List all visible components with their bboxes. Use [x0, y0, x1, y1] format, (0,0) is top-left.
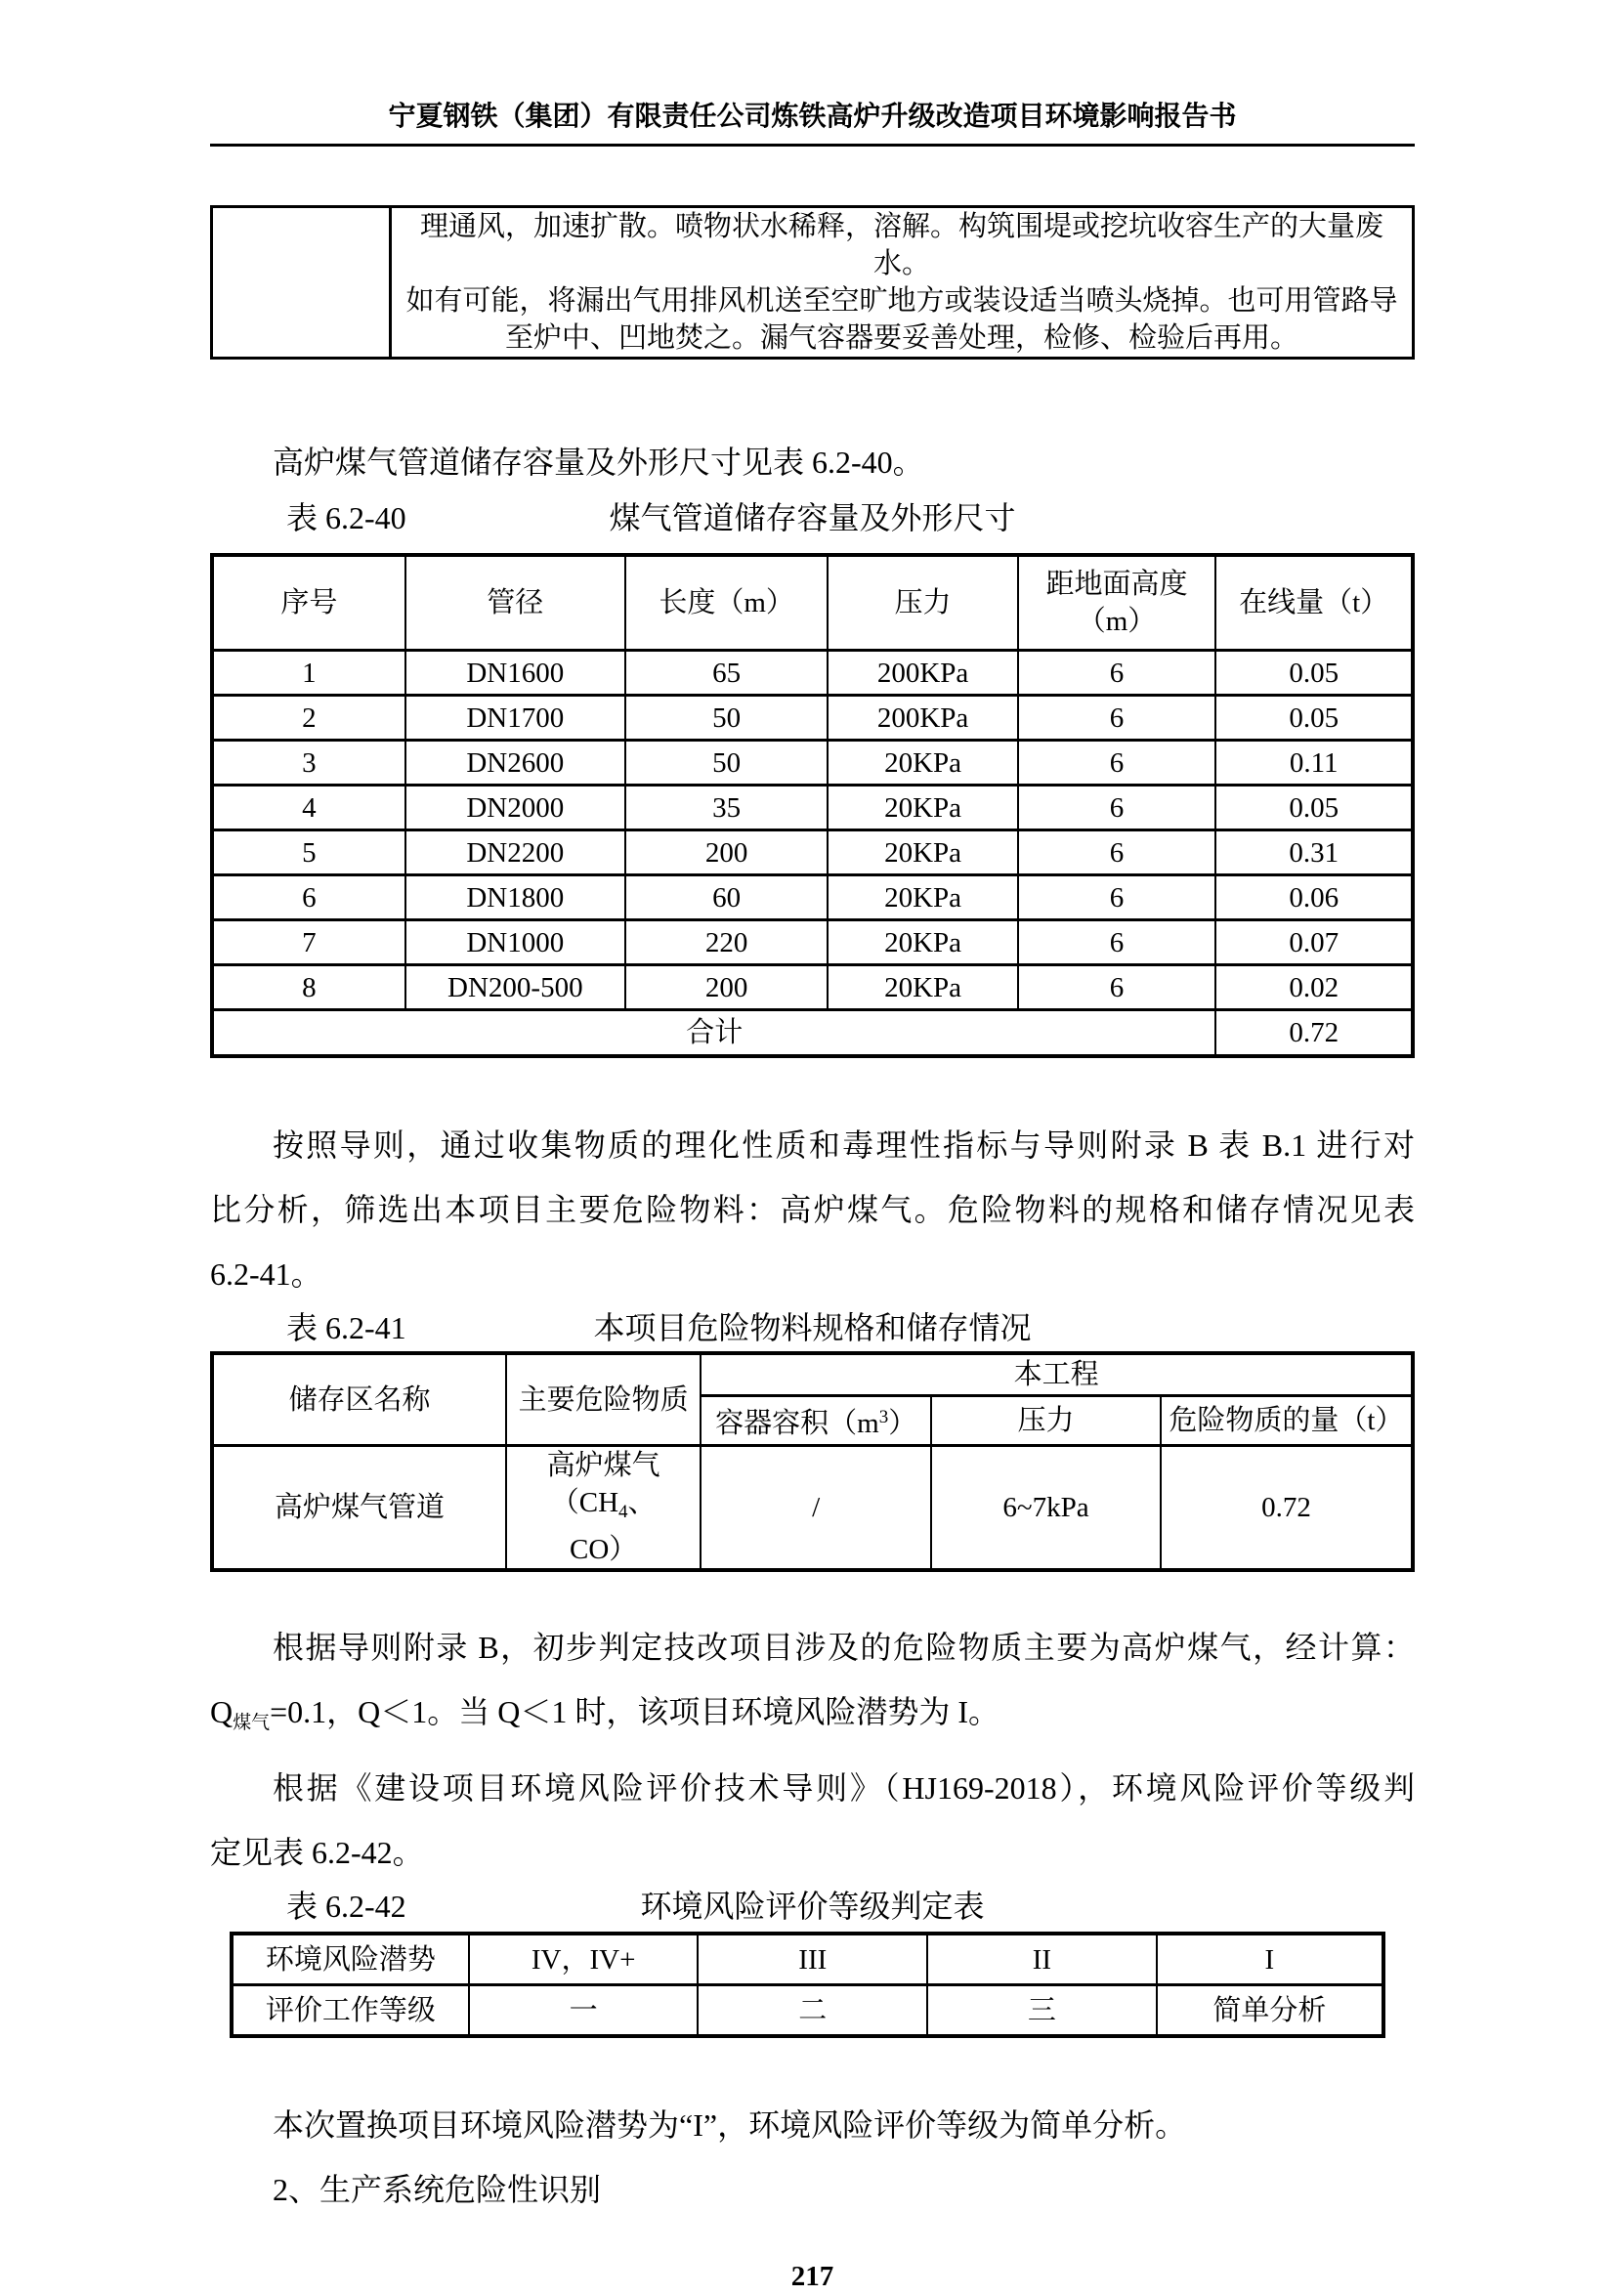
- text-line: 定见表 6.2-42。: [210, 1835, 424, 1870]
- table-total-row: [212, 1010, 1413, 1057]
- cell: 0.05: [1215, 786, 1413, 830]
- text-line: 如有可能，将漏出气用排风机送至空旷地方或装设适当喷头烧掉。也可用管路导: [405, 285, 1398, 317]
- table41-caption-title: 本项目危险物料规格和储存情况: [593, 1310, 1032, 1345]
- header-cell: 管径: [405, 555, 625, 651]
- table-header-row: [212, 1353, 1413, 1396]
- cell: DN1600: [405, 651, 625, 696]
- header-cell-substance: 主要危险物质: [506, 1353, 701, 1446]
- table-row: [232, 1934, 1383, 1985]
- cell: 一: [469, 1985, 699, 2037]
- cell: 0.06: [1215, 875, 1413, 920]
- cell: 20KPa: [828, 741, 1017, 786]
- cell: 200: [625, 965, 829, 1010]
- cell: 220: [625, 920, 829, 965]
- paragraph-conclusion: 本次置换项目环境风险潜势为“I”，环境风险评价等级为简单分析。: [273, 2107, 1187, 2143]
- cell: 0.07: [1215, 920, 1413, 965]
- cell-risk-potential-label: 环境风险潜势: [232, 1934, 469, 1985]
- page-number: 217: [790, 2261, 834, 2292]
- continuation-table: [210, 205, 1415, 360]
- header-cell-volume: [701, 1396, 931, 1446]
- document-header-title: 宁夏钢铁（集团）有限责任公司炼铁高炉升级改造项目环境影响报告书: [388, 102, 1237, 132]
- cell-amount: 0.72: [1161, 1446, 1413, 1571]
- text-line: 理通风，加速扩散。喷物状水稀释，溶解。构筑围堤或挖坑收容生产的大量废水。: [419, 211, 1383, 279]
- cell: DN1000: [405, 920, 625, 965]
- text-line: 根据《建设项目环境风险评价技术导则》（HJ169-2018），环境风险评价等级判: [273, 1770, 1415, 1806]
- cell: I: [1157, 1934, 1383, 1985]
- table42-caption: [210, 1885, 1415, 1928]
- cell: DN1700: [405, 696, 625, 741]
- table-row: [212, 786, 1413, 830]
- header-cell-pressure: 压力: [931, 1396, 1161, 1446]
- cell: 7: [212, 920, 405, 965]
- total-value-cell: 0.72: [1215, 1010, 1413, 1057]
- cell: DN2200: [405, 830, 625, 875]
- table-header-row: [212, 555, 1413, 651]
- table-row: [212, 1446, 1413, 1571]
- continuation-text-cell: [391, 207, 1414, 359]
- q-rest: =0.1，Q＜1。当 Q＜1 时，该项目环境风险潜势为 I。: [270, 1694, 1000, 1729]
- risk-level-table: [230, 1932, 1385, 2038]
- cell-work-level-label: 评价工作等级: [232, 1985, 469, 2037]
- table41-caption: [210, 1306, 1415, 1349]
- gas-pipeline-table: [210, 553, 1415, 1058]
- table-row: [212, 651, 1413, 696]
- cell: 6: [1018, 875, 1216, 920]
- paragraph-appendix-b: [210, 1615, 1415, 1885]
- header-cell: 压力: [828, 555, 1017, 651]
- cell: 3: [212, 741, 405, 786]
- continuation-row-label-cell: [212, 207, 391, 359]
- cell-storage-area: 高炉煤气管道: [212, 1446, 506, 1571]
- table-row: [212, 696, 1413, 741]
- cell: 6: [1018, 696, 1216, 741]
- table42-caption-title: 环境风险评价等级判定表: [640, 1889, 985, 1924]
- cell-pressure: 6~7kPa: [931, 1446, 1161, 1571]
- superscript: 3: [878, 1407, 889, 1427]
- cell: IV，IV+: [469, 1934, 699, 1985]
- cell: III: [698, 1934, 927, 1985]
- table-row: [212, 741, 1413, 786]
- heading-item-2: 2、生产系统危险性识别: [273, 2172, 602, 2207]
- paragraph-intro-table40: 高炉煤气管道储存容量及外形尺寸见表 6.2-40。: [273, 445, 924, 480]
- text-part: 、: [627, 1487, 657, 1518]
- cell: 0.02: [1215, 965, 1413, 1010]
- total-label-cell: 合计: [212, 1010, 1215, 1057]
- cell-volume: /: [701, 1446, 931, 1571]
- cell: 0.31: [1215, 830, 1413, 875]
- header-cell: 长度（m）: [625, 555, 829, 651]
- cell: 20KPa: [828, 830, 1017, 875]
- cell: 20KPa: [828, 875, 1017, 920]
- cell: 6: [1018, 741, 1216, 786]
- cell: 0.11: [1215, 741, 1413, 786]
- cell: 1: [212, 651, 405, 696]
- text-part: ）: [888, 1408, 917, 1439]
- header-cell: 距地面高度（m）: [1018, 555, 1216, 651]
- table-row: [212, 875, 1413, 920]
- table40-caption-label: 表 6.2-40: [286, 500, 406, 535]
- cell: 20KPa: [828, 786, 1017, 830]
- cell: 0.05: [1215, 651, 1413, 696]
- cell: 50: [625, 696, 829, 741]
- table42-caption-label: 表 6.2-42: [286, 1889, 406, 1924]
- cell: 5: [212, 830, 405, 875]
- header-cell-amount: 危险物质的量（t）: [1161, 1396, 1413, 1446]
- table40-caption-title: 煤气管道储存容量及外形尺寸: [609, 500, 1016, 535]
- cell: 6: [1018, 830, 1216, 875]
- text-part: 高炉煤气（CH: [546, 1450, 660, 1518]
- table-row: [212, 207, 1414, 359]
- cell: DN2000: [405, 786, 625, 830]
- cell: 三: [927, 1985, 1157, 2037]
- text-line: 至炉中、凹地焚之。漏气容器要妥善处理，检修、检验后再用。: [504, 322, 1298, 354]
- cell: 0.05: [1215, 696, 1413, 741]
- cell: 6: [212, 875, 405, 920]
- cell: 6: [1018, 920, 1216, 965]
- cell: 200KPa: [828, 651, 1017, 696]
- cell: 8: [212, 965, 405, 1010]
- header-cell-project-group: 本工程: [701, 1353, 1413, 1396]
- table41-caption-label: 表 6.2-41: [286, 1310, 406, 1345]
- table40-caption: [210, 498, 1415, 537]
- cell-substance: [506, 1446, 701, 1571]
- cell: 4: [212, 786, 405, 830]
- table-row: [232, 1985, 1383, 2037]
- text-part: CO）: [569, 1534, 638, 1565]
- cell: II: [927, 1934, 1157, 1985]
- cell: DN2600: [405, 741, 625, 786]
- cell: 200: [625, 830, 829, 875]
- cell: 200KPa: [828, 696, 1017, 741]
- subscript: 4: [618, 1502, 628, 1522]
- q-formula-line: [210, 1679, 1415, 1756]
- table-row: [212, 830, 1413, 875]
- header-cell: 在线量（t）: [1215, 555, 1413, 651]
- cell: 6: [1018, 965, 1216, 1010]
- text-line: 按照导则，通过收集物质的理化性质和毒理性指标与导则附录 B 表 B.1 进行对: [273, 1127, 1415, 1163]
- text-line: 6.2-41。: [210, 1256, 322, 1292]
- text-line: 比分析，筛选出本项目主要危险物料：高炉煤气。危险物料的规格和储存情况见表: [210, 1192, 1415, 1227]
- cell: 35: [625, 786, 829, 830]
- header-cell: 序号: [212, 555, 405, 651]
- cell: 50: [625, 741, 829, 786]
- cell: 二: [698, 1985, 927, 2037]
- cell: 6: [1018, 786, 1216, 830]
- page-content: [210, 0, 1415, 2296]
- q-symbol: Q: [210, 1694, 234, 1729]
- text-part: 容器容积（m: [715, 1408, 879, 1439]
- cell: 6: [1018, 651, 1216, 696]
- q-subscript: 煤气: [233, 1713, 271, 1733]
- paragraph-guideline: [210, 1113, 1415, 1306]
- cell: 简单分析: [1157, 1985, 1383, 2037]
- table-row: [212, 920, 1413, 965]
- cell: 20KPa: [828, 965, 1017, 1010]
- hazardous-materials-table: [210, 1351, 1415, 1572]
- cell: 20KPa: [828, 920, 1017, 965]
- header-cell-storage-area: 储存区名称: [212, 1353, 506, 1446]
- cell: DN1800: [405, 875, 625, 920]
- text-line: 根据导则附录 B，初步判定技改项目涉及的危险物质主要为高炉煤气，经计算：: [273, 1630, 1415, 1665]
- cell: 65: [625, 651, 829, 696]
- table-row: [212, 965, 1413, 1010]
- header-rule: [210, 144, 1415, 147]
- cell: 60: [625, 875, 829, 920]
- cell: DN200-500: [405, 965, 625, 1010]
- cell: 2: [212, 696, 405, 741]
